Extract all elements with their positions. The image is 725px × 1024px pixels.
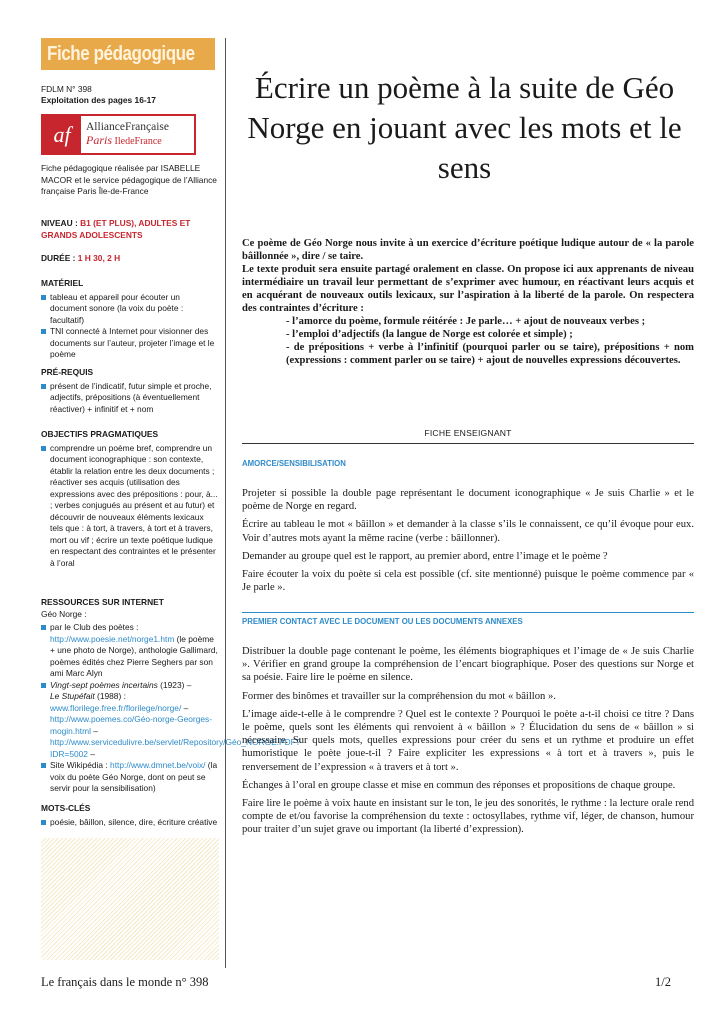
credit-text: Fiche pédagogique réalisée par ISABELLE MACOR et le service pédagogique de l’Alliance française Paris Île-de-France (41, 163, 217, 196)
footer-page-number: 1/2 (655, 975, 671, 989)
ressources-heading: RESSOURCES SUR INTERNET (41, 597, 164, 607)
resource-title: Vingt-sept poèmes incertains (50, 679, 158, 690)
logo-line-1: AllianceFrançaise (86, 121, 170, 133)
logo-paris: Paris (86, 133, 113, 147)
section-label-premier-contact: PREMIER CONTACT AVEC LE DOCUMENT OU LES DOCUMENTS ANNEXES (242, 617, 523, 626)
body-paragraph: Écrire au tableau le mot « bâillon » et demander à la classe s’ils le connaissent, ce qu’il évoque pour eux. Voir d’autres mots ayant la même racine (verbe : bâillonner). (242, 519, 694, 544)
list-item (41, 760, 218, 795)
list-item: tableau et appareil pour écouter un document sonore (la voix du poète : facultatif) (41, 292, 218, 327)
constraint-item: - de prépositions + verbe à l’infinitif (pourquoi parler ou se taire), prépositions + nom (expressions : comment parler ou se taire) + ajout de nouvelles expressions découvertes. (286, 342, 694, 366)
resource-text: – (90, 725, 98, 736)
af-mark: af (43, 116, 81, 153)
fiche-pedagogique-banner (41, 38, 215, 70)
resource-link[interactable]: http://www.dmnet.be/voix/ (110, 760, 206, 770)
niveau-value: B1 (ET PLUS), ADULTES ET GRANDS ADOLESCENTS (41, 218, 191, 240)
objectifs-heading: OBJECTIFS PRAGMATIQUES (41, 429, 159, 439)
footer-publication: Le français dans le monde n° 398 (41, 975, 209, 989)
motscles-section (41, 803, 218, 828)
resource-text: Site Wikipédia : (50, 760, 111, 770)
page-title: Écrire un poème à la suite de Géo Norge en jouant avec les mots et le sens (247, 70, 682, 185)
body-paragraph: Demander au groupe quel est le rapport, au premier abord, entre l’image et le poème ? (242, 550, 608, 562)
materiel-section (41, 278, 218, 361)
banner-text: Fiche pédagogique (47, 42, 195, 65)
resource-title: Le Stupéfait (50, 691, 95, 701)
duree (41, 253, 218, 265)
duree-value: 1 H 30, 2 H (77, 253, 121, 263)
list-item: comprendre un poème bref, comprendre un document iconographique : son contexte, établir la relation entre les deux documents ; réactiver ses acquis (utilisation des expressions avec des prépositions : pour, à... ; verbes conjugués au présent et au futur) et découvrir de nouveaux éléments lexicaux tels que : à tort, à travers, à tort et à travers, mort ou vif ; écrire un texte poétique ludique en respectant des contraintes et le présenter à l’oral (41, 443, 218, 570)
list-item: présent de l’indicatif, futur simple et proche, adjectifs, prépositions (à éventuellement réactiver) + infinitif et + nom (41, 381, 218, 416)
issue-info (41, 84, 218, 106)
resource-link[interactable]: www.florilege.free.fr/florilege/norge/ (50, 702, 182, 713)
prerequis-section (41, 367, 218, 415)
constraint-item: - l’emploi d’adjectifs (la langue de Norge est colorée et simple) ; (286, 329, 573, 340)
section-premier-contact-body (242, 645, 694, 842)
resource-text: par le Club des poètes : (50, 622, 139, 632)
body-paragraph: Faire lire le poème à voix haute en insistant sur le ton, le jeu des sonorités, le rythme : la lecture orale rend compte de et/ou favorise la compréhension du texte : octosyllabes, rythme vif, léger, de chanson, humour pour traiter d’un sujet grave ou important (la liberté d’expression). (242, 798, 694, 836)
section-label-amorce: AMORCE/SENSIBILISATION (242, 459, 346, 468)
resource-text: (la voix du poète Géo Norge, dont on peut se servir pour la sensibilisation) (50, 760, 218, 793)
resource-link[interactable]: http://www.poesie.net/norge1.htm (50, 633, 175, 644)
pages-info: Exploitation des pages 16-17 (41, 95, 156, 105)
intro-block (242, 237, 694, 367)
niveau-label: NIVEAU : (41, 218, 81, 228)
list-item: poésie, bâillon, silence, dire, écriture créative (41, 817, 218, 829)
body-paragraph: Projeter si possible la double page représentant le document iconographique « Je suis Charlie » et le poème de Norge en regard. (242, 488, 694, 513)
body-paragraph: Distribuer la double page contenant le poème, les éléments biographiques et l’image de « Je suis Charlie ». Vérifier en grand groupe la compréhension de l’encart biographique. Poser des questions sur Norge et sa poésie. Faire lire le poème en silence. (242, 646, 694, 684)
list-item (41, 622, 218, 680)
alliance-francaise-logo (41, 114, 196, 155)
intro-paragraph: Ce poème de Géo Norge nous invite à un exercice d’écriture poétique ludique autour de « la parole bâillonnée », dire / se taire. (242, 238, 694, 262)
section-divider (242, 612, 694, 613)
resource-link[interactable]: http://www.servicedulivre.be/servlet/Repository/Géo_NORGE.PDF?IDR=5002 (50, 737, 301, 759)
prerequis-heading: PRÉ-REQUIS (41, 367, 94, 377)
logo-region: IledeFrance (112, 136, 162, 147)
body-paragraph: Former des binômes et travailler sur la compréhension du mot « bâillon ». (242, 690, 556, 702)
materiel-heading: MATÉRIEL (41, 278, 84, 288)
hatched-panel (41, 838, 219, 960)
issue-number: FDLM N° 398 (41, 84, 92, 94)
column-divider (225, 38, 226, 968)
resource-text: – (181, 702, 189, 713)
fiche-enseignant-label: FICHE ENSEIGNANT (424, 428, 512, 438)
objectifs-section (41, 429, 218, 569)
resource-link[interactable]: http://www.poemes.co/Géo-norge-Georges-mogin.html (50, 714, 212, 736)
constraint-item: - l’amorce du poème, formule réitérée : Je parle… + ajout de nouveaux verbes ; (286, 316, 646, 327)
list-item: TNI connecté à Internet pour visionner des documents sur l’auteur, projeter l’image et le poème (41, 326, 218, 361)
resource-text: (le poème + une photo de Norge), anthologie Gallimard, poèmes édités chez Pierre Seghers par son ami Marc Alyn (50, 633, 218, 678)
ressources-intro: Géo Norge : (41, 608, 87, 619)
body-paragraph: L’image aide-t-elle à le comprendre ? Quel est le contexte ? Pourquoi le poète a-t-il choisi ce titre ? Dans le poème, quels sont les éléments qui renvoient à « bâillon » ? Élucidation du sens de « bâillon » si nécessaire. Sur quels mots, quelles expressions pour créer du sens et un rythme et produire un effet humoristique le poète joue-t-il ? Faire expliciter les expressions « à tort et à travers », puis le renversement de l’expression « à travers et à tort ». (242, 708, 694, 773)
duree-label: DURÉE : (41, 253, 78, 263)
list-item (41, 679, 301, 761)
resource-text: (1988) : (94, 691, 126, 701)
niveau (41, 218, 218, 241)
body-paragraph: Échanges à l’oral en groupe classe et mise en commun des réponses et propositions de chaque groupe. (242, 779, 676, 791)
motscles-heading: MOTS-CLÉS (41, 803, 91, 813)
intro-paragraph: Le texte produit sera ensuite partagé oralement en classe. On propose ici aux apprenants de niveau intermédiaire un travail leur permettant de s’exprimer avec humour, en réactivant leurs acquis et en acquérant de nouveaux outils lexicaux, sur l’aspiration à la liberté de la parole. On respectera des contraintes d’écriture : (242, 264, 694, 314)
sidebar (41, 38, 218, 198)
resource-text: (1923) – (157, 679, 192, 690)
section-amorce-body (242, 487, 694, 599)
divider (242, 443, 694, 444)
body-paragraph: Faire écouter la voix du poète si cela est possible (cf. site mentionné) puisque le poème commence par « Je parle ». (242, 569, 694, 594)
ressources-section (41, 597, 301, 795)
resource-text: – (87, 748, 95, 759)
